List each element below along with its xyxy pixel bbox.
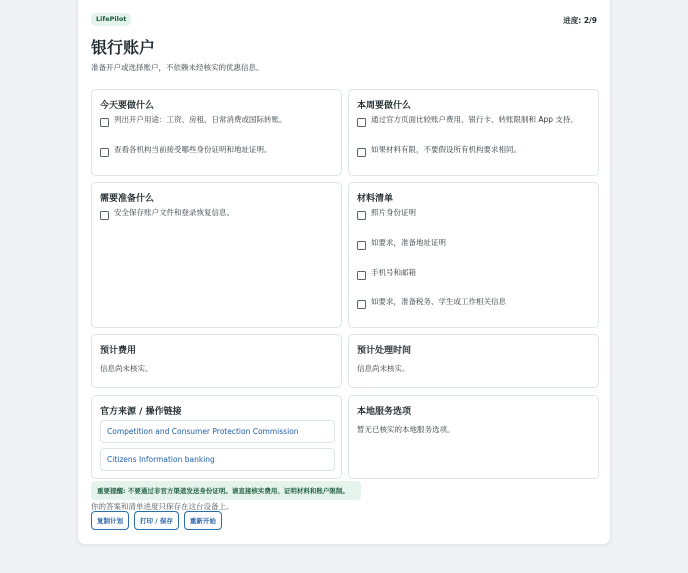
- page-subtitle: 准备开户或选择账户，不依赖未经核实的优惠信息。: [91, 63, 264, 72]
- panel-time: [348, 334, 599, 388]
- panel-title: 官方来源 / 操作链接: [100, 407, 182, 417]
- panel-local: [348, 395, 599, 479]
- checklist-label: 查看各机构当前接受哪些身份证明和地址证明。: [114, 145, 272, 154]
- checklist-item[interactable]: [357, 145, 597, 157]
- action-bar: [91, 511, 227, 530]
- panel-sources: [91, 395, 342, 479]
- save-note: 你的答案和清单进度只保存在这台设备上。: [91, 502, 234, 511]
- important-notice: 重要提醒: 不要通过非官方渠道发送身份证明。请直接核实费用、证明材料和账户限制。: [91, 481, 361, 500]
- checkbox[interactable]: [100, 118, 109, 127]
- panel-title: 今天要做什么: [100, 101, 155, 111]
- cost-text: 信息尚未核实。: [100, 364, 153, 373]
- checkbox[interactable]: [357, 271, 366, 280]
- panel-title: 预计处理时间: [357, 346, 412, 356]
- panel-cost: [91, 334, 342, 388]
- checklist-label: 照片身份证明: [371, 208, 416, 217]
- checklist-item[interactable]: [357, 115, 597, 127]
- checklist-item[interactable]: [100, 115, 340, 127]
- checkbox[interactable]: [357, 300, 366, 309]
- source-link[interactable]: Competition and Consumer Protection Commission: [100, 420, 335, 443]
- panel-week: [348, 89, 599, 176]
- progress-indicator: 进度: 2/9: [563, 16, 597, 25]
- checklist-item[interactable]: [357, 297, 597, 309]
- brand-badge: LifePilot: [91, 13, 131, 26]
- print-save-button[interactable]: 打印 / 保存: [134, 511, 179, 530]
- checkbox[interactable]: [357, 118, 366, 127]
- checklist-item[interactable]: [357, 268, 597, 280]
- checklist-label: 如要求，准备地址证明: [371, 238, 446, 247]
- checklist-label: 如要求，准备税务、学生或工作相关信息: [371, 297, 506, 306]
- panel-materials: [348, 182, 599, 328]
- checkbox[interactable]: [357, 148, 366, 157]
- checklist-label: 手机号和邮箱: [371, 268, 416, 277]
- checkbox[interactable]: [100, 211, 109, 220]
- checklist-label: 如果材料有限，不要假设所有机构要求相同。: [371, 145, 521, 154]
- checklist-item[interactable]: [100, 145, 340, 157]
- time-text: 信息尚未核实。: [357, 364, 410, 373]
- panel-today: [91, 89, 342, 176]
- checklist-label: 列出开户用途：工资、房租、日常消费或国际转账。: [114, 115, 287, 124]
- copy-plan-button[interactable]: 复制计划: [91, 511, 129, 530]
- checkbox[interactable]: [100, 148, 109, 157]
- restart-button[interactable]: 重新开始: [184, 511, 222, 530]
- checklist-item[interactable]: [357, 238, 597, 250]
- panel-title: 预计费用: [100, 346, 137, 356]
- page-title: 银行账户: [91, 38, 156, 57]
- panel-title: 需要准备什么: [100, 194, 155, 204]
- checklist-label: 通过官方页面比较账户费用、银行卡、转账限制和 App 支持。: [371, 115, 578, 124]
- checkbox[interactable]: [357, 211, 366, 220]
- panel-prepare: [91, 182, 342, 328]
- panel-title: 本地服务选项: [357, 407, 412, 417]
- checklist-item[interactable]: [100, 208, 340, 220]
- checklist-item[interactable]: [357, 208, 597, 220]
- checkbox[interactable]: [357, 241, 366, 250]
- checklist-label: 安全保存账户文件和登录恢复信息。: [114, 208, 234, 217]
- panel-title: 材料清单: [357, 194, 394, 204]
- main-card: [77, 0, 611, 545]
- panel-title: 本周要做什么: [357, 101, 412, 111]
- local-text: 暂无已核实的本地服务选项。: [357, 425, 455, 434]
- source-link[interactable]: Citizens Information banking: [100, 448, 335, 471]
